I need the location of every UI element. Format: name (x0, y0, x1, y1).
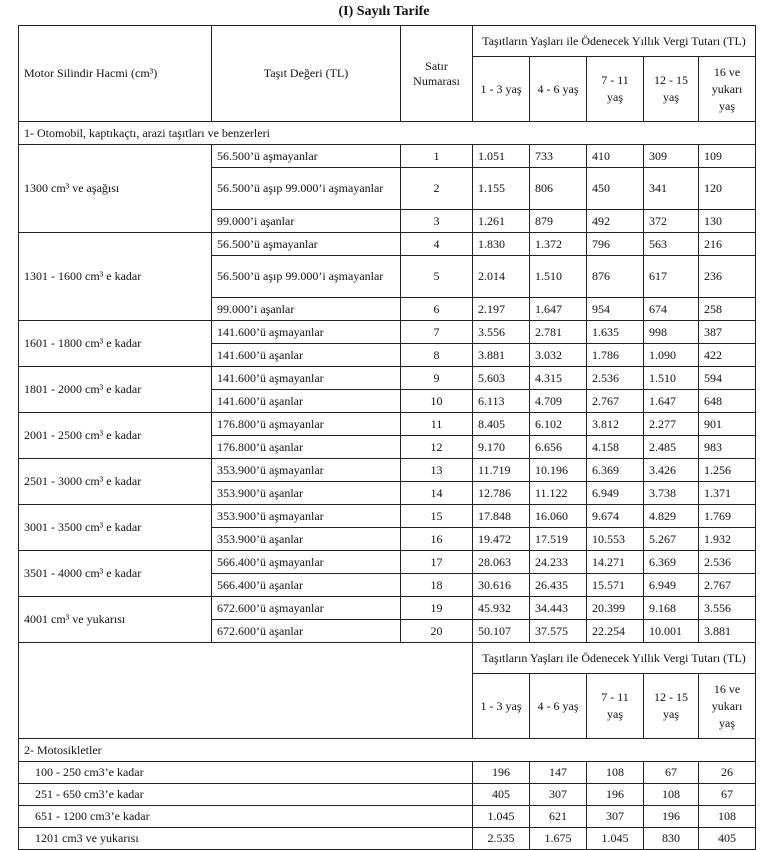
table-row (19, 367, 756, 390)
row-number-cell: 20 (401, 620, 473, 643)
tax-cell: 387 (699, 321, 756, 344)
tax-cell: 1.261 (473, 210, 530, 233)
header-age-2-0: 1 - 3 yaş (473, 674, 530, 739)
row-number-cell: 10 (401, 390, 473, 413)
tax-cell: 9.168 (644, 597, 699, 620)
table-row (19, 145, 756, 168)
row-number-cell: 6 (401, 298, 473, 321)
tax-cell: 954 (587, 298, 644, 321)
motorcycle-engine-cell: 251 - 650 cm3’e kadar (19, 784, 473, 806)
vehicle-value-cell: 353.900’ü aşanlar (212, 482, 401, 505)
tax-cell: 67 (644, 762, 699, 784)
header-age-2-1: 4 - 6 yaş (530, 674, 587, 739)
tax-cell: 4.829 (644, 505, 699, 528)
row-number-cell: 15 (401, 505, 473, 528)
tax-cell: 3.032 (530, 344, 587, 367)
vehicle-value-cell: 176.800’ü aşanlar (212, 436, 401, 459)
tax-cell: 45.932 (473, 597, 530, 620)
tax-cell: 12.786 (473, 482, 530, 505)
tax-cell: 196 (644, 806, 699, 828)
table-row (19, 459, 756, 482)
tax-cell: 196 (587, 784, 644, 806)
vehicle-value-cell: 56.500’ü aşıp 99.000’i aşmayanlar (212, 168, 401, 210)
vehicle-value-cell: 141.600’ü aşanlar (212, 344, 401, 367)
table-row (19, 597, 756, 620)
tax-cell: 120 (699, 168, 756, 210)
tax-cell: 674 (644, 298, 699, 321)
tax-cell: 830 (644, 828, 699, 850)
tax-cell: 9.170 (473, 436, 530, 459)
tax-cell: 879 (530, 210, 587, 233)
tax-cell: 10.196 (530, 459, 587, 482)
tax-cell: 17.848 (473, 505, 530, 528)
tax-cell: 2.197 (473, 298, 530, 321)
tax-cell: 4.709 (530, 390, 587, 413)
tax-cell: 3.812 (587, 413, 644, 436)
tax-cell: 1.371 (699, 482, 756, 505)
tax-cell: 405 (473, 784, 530, 806)
table-row (19, 505, 756, 528)
tax-cell: 22.254 (587, 620, 644, 643)
tax-cell: 20.399 (587, 597, 644, 620)
table-row (19, 806, 756, 828)
header-age-1: 4 - 6 yaş (530, 57, 587, 122)
row-number-cell: 9 (401, 367, 473, 390)
tax-cell: 341 (644, 168, 699, 210)
vehicle-value-cell: 566.400’ü aşmayanlar (212, 551, 401, 574)
tax-cell: 108 (699, 806, 756, 828)
tax-cell: 196 (473, 762, 530, 784)
tax-cell: 4.315 (530, 367, 587, 390)
tax-cell: 8.405 (473, 413, 530, 436)
vehicle-value-cell: 99.000’i aşanlar (212, 210, 401, 233)
row-number-cell: 19 (401, 597, 473, 620)
tax-cell: 1.932 (699, 528, 756, 551)
row-number-cell: 2 (401, 168, 473, 210)
row-number-cell: 8 (401, 344, 473, 367)
row-number-cell: 16 (401, 528, 473, 551)
tax-cell: 147 (530, 762, 587, 784)
tax-cell: 28.063 (473, 551, 530, 574)
vehicle-value-cell: 141.600’ü aşmayanlar (212, 367, 401, 390)
tax-cell: 19.472 (473, 528, 530, 551)
tax-cell: 24.233 (530, 551, 587, 574)
vehicle-value-cell: 141.600’ü aşanlar (212, 390, 401, 413)
tax-cell: 2.536 (699, 551, 756, 574)
tax-cell: 372 (644, 210, 699, 233)
tax-cell: 806 (530, 168, 587, 210)
vehicle-value-cell: 353.900’ü aşmayanlar (212, 459, 401, 482)
engine-size-cell: 3001 - 3500 cm³ e kadar (19, 505, 212, 551)
row-number-cell: 3 (401, 210, 473, 233)
tax-cell: 11.122 (530, 482, 587, 505)
tax-cell: 34.443 (530, 597, 587, 620)
row-number-cell: 7 (401, 321, 473, 344)
tax-cell: 3.426 (644, 459, 699, 482)
tax-cell: 621 (530, 806, 587, 828)
tax-cell: 2.014 (473, 256, 530, 298)
tax-cell: 876 (587, 256, 644, 298)
vehicle-value-cell: 141.600’ü aşmayanlar (212, 321, 401, 344)
tax-cell: 6.102 (530, 413, 587, 436)
tax-cell: 14.271 (587, 551, 644, 574)
header-age-2: 7 - 11 yaş (587, 57, 644, 122)
tax-cell: 1.769 (699, 505, 756, 528)
vehicle-value-cell: 56.500’ü aşmayanlar (212, 233, 401, 256)
motorcycle-engine-cell: 1201 cm3 ve yukarısı (19, 828, 473, 850)
tax-cell: 3.881 (473, 344, 530, 367)
section-motorcycles: 2- Motosikletler (19, 739, 756, 762)
motorcycle-engine-cell: 651 - 1200 cm3’e kadar (19, 806, 473, 828)
tax-cell: 2.485 (644, 436, 699, 459)
tax-cell: 6.369 (587, 459, 644, 482)
header-row-number: Satır Numarası (401, 26, 473, 122)
engine-size-cell: 2501 - 3000 cm³ e kadar (19, 459, 212, 505)
vehicle-value-cell: 56.500’ü aşmayanlar (212, 145, 401, 168)
header-motor: Motor Silindir Hacmi (cm³) (19, 26, 212, 122)
tax-cell: 2.277 (644, 413, 699, 436)
tax-cell: 26 (699, 762, 756, 784)
tax-cell: 1.786 (587, 344, 644, 367)
tax-cell: 5.603 (473, 367, 530, 390)
engine-size-cell: 1601 - 1800 cm³ e kadar (19, 321, 212, 367)
row-number-cell: 14 (401, 482, 473, 505)
engine-size-cell: 2001 - 2500 cm³ e kadar (19, 413, 212, 459)
blank-header-cell (19, 643, 473, 739)
tax-cell: 1.045 (587, 828, 644, 850)
tax-cell: 648 (699, 390, 756, 413)
tax-cell: 901 (699, 413, 756, 436)
tax-cell: 30.616 (473, 574, 530, 597)
tax-cell: 10.001 (644, 620, 699, 643)
vehicle-value-cell: 353.900’ü aşanlar (212, 528, 401, 551)
table-row (19, 413, 756, 436)
tax-cell: 3.556 (699, 597, 756, 620)
tax-cell: 2.536 (587, 367, 644, 390)
tax-cell: 9.674 (587, 505, 644, 528)
tax-cell: 11.719 (473, 459, 530, 482)
tax-cell: 258 (699, 298, 756, 321)
tax-cell: 1.675 (530, 828, 587, 850)
tax-cell: 50.107 (473, 620, 530, 643)
tax-cell: 108 (644, 784, 699, 806)
tax-cell: 6.369 (644, 551, 699, 574)
tax-cell: 5.267 (644, 528, 699, 551)
vehicle-value-cell: 353.900’ü aşmayanlar (212, 505, 401, 528)
tax-cell: 617 (644, 256, 699, 298)
row-number-cell: 4 (401, 233, 473, 256)
vehicle-value-cell: 56.500’ü aşıp 99.000’i aşmayanlar (212, 256, 401, 298)
tax-cell: 594 (699, 367, 756, 390)
row-number-cell: 5 (401, 256, 473, 298)
engine-size-cell: 1301 - 1600 cm³ e kadar (19, 233, 212, 321)
tax-cell: 307 (587, 806, 644, 828)
tax-cell: 16.060 (530, 505, 587, 528)
tax-cell: 410 (587, 145, 644, 168)
tax-cell: 236 (699, 256, 756, 298)
tax-cell: 2.767 (587, 390, 644, 413)
tax-cell: 1.635 (587, 321, 644, 344)
tax-cell: 1.256 (699, 459, 756, 482)
motorcycle-engine-cell: 100 - 250 cm3’e kadar (19, 762, 473, 784)
tax-cell: 405 (699, 828, 756, 850)
vehicle-value-cell: 672.600’ü aşanlar (212, 620, 401, 643)
header-age-0: 1 - 3 yaş (473, 57, 530, 122)
tax-cell: 2.767 (699, 574, 756, 597)
tax-cell: 6.113 (473, 390, 530, 413)
row-number-cell: 12 (401, 436, 473, 459)
tax-cell: 733 (530, 145, 587, 168)
tax-cell: 6.949 (644, 574, 699, 597)
tax-cell: 6.656 (530, 436, 587, 459)
tax-cell: 1.090 (644, 344, 699, 367)
engine-size-cell: 1300 cm³ ve aşağısı (19, 145, 212, 233)
tax-cell: 1.647 (530, 298, 587, 321)
header-age-group: Taşıtların Yaşları ile Ödenecek Yıllık Vergi Tutarı (TL) (473, 26, 756, 57)
header-age-group-2: Taşıtların Yaşları ile Ödenecek Yıllık Vergi Tutarı (TL) (473, 643, 756, 674)
tax-cell: 109 (699, 145, 756, 168)
vehicle-value-cell: 566.400’ü aşanlar (212, 574, 401, 597)
row-number-cell: 18 (401, 574, 473, 597)
table-row (19, 233, 756, 256)
tax-cell: 3.881 (699, 620, 756, 643)
header-age-2-2: 7 - 11 yaş (587, 674, 644, 739)
tax-cell: 1.155 (473, 168, 530, 210)
tax-cell: 130 (699, 210, 756, 233)
tax-cell: 1.045 (473, 806, 530, 828)
table-row (19, 551, 756, 574)
tax-cell: 422 (699, 344, 756, 367)
tax-cell: 2.535 (473, 828, 530, 850)
tax-cell: 492 (587, 210, 644, 233)
table-row (19, 762, 756, 784)
tax-cell: 4.158 (587, 436, 644, 459)
header-age-4: 16 ve yukarı yaş (699, 57, 756, 122)
table-row (19, 321, 756, 344)
tax-cell: 983 (699, 436, 756, 459)
tax-cell: 796 (587, 233, 644, 256)
tax-cell: 17.519 (530, 528, 587, 551)
tax-cell: 3.738 (644, 482, 699, 505)
engine-size-cell: 3501 - 4000 cm³ e kadar (19, 551, 212, 597)
table-row (19, 784, 756, 806)
header-age-3: 12 - 15 yaş (644, 57, 699, 122)
tax-cell: 37.575 (530, 620, 587, 643)
tax-cell: 2.781 (530, 321, 587, 344)
tax-cell: 309 (644, 145, 699, 168)
tax-cell: 1.051 (473, 145, 530, 168)
tax-cell: 1.510 (530, 256, 587, 298)
tax-cell: 1.647 (644, 390, 699, 413)
row-number-cell: 11 (401, 413, 473, 436)
tax-cell: 6.949 (587, 482, 644, 505)
tax-cell: 563 (644, 233, 699, 256)
header-age-2-3: 12 - 15 yaş (644, 674, 699, 739)
tax-cell: 450 (587, 168, 644, 210)
vehicle-value-cell: 176.800’ü aşmayanlar (212, 413, 401, 436)
tax-tariff-table (18, 25, 756, 850)
row-number-cell: 13 (401, 459, 473, 482)
engine-size-cell: 1801 - 2000 cm³ e kadar (19, 367, 212, 413)
tax-cell: 10.553 (587, 528, 644, 551)
vehicle-value-cell: 672.600’ü aşmayanlar (212, 597, 401, 620)
engine-size-cell: 4001 cm³ ve yukarısı (19, 597, 212, 643)
tax-cell: 1.830 (473, 233, 530, 256)
tax-cell: 26.435 (530, 574, 587, 597)
tax-cell: 307 (530, 784, 587, 806)
vehicle-value-cell: 99.000’i aşanlar (212, 298, 401, 321)
row-number-cell: 1 (401, 145, 473, 168)
tax-cell: 108 (587, 762, 644, 784)
tax-cell: 1.510 (644, 367, 699, 390)
row-number-cell: 17 (401, 551, 473, 574)
header-vehicle-value: Taşıt Değeri (TL) (212, 26, 401, 122)
tax-cell: 67 (699, 784, 756, 806)
tax-cell: 1.372 (530, 233, 587, 256)
header-age-2-4: 16 ve yukarı yaş (699, 674, 756, 739)
section-cars: 1- Otomobil, kaptıkaçtı, arazi taşıtları ve benzerleri (19, 122, 756, 145)
tax-cell: 15.571 (587, 574, 644, 597)
tax-cell: 216 (699, 233, 756, 256)
document-title: (I) Sayılı Tarife (338, 4, 430, 19)
tax-cell: 998 (644, 321, 699, 344)
tax-cell: 3.556 (473, 321, 530, 344)
